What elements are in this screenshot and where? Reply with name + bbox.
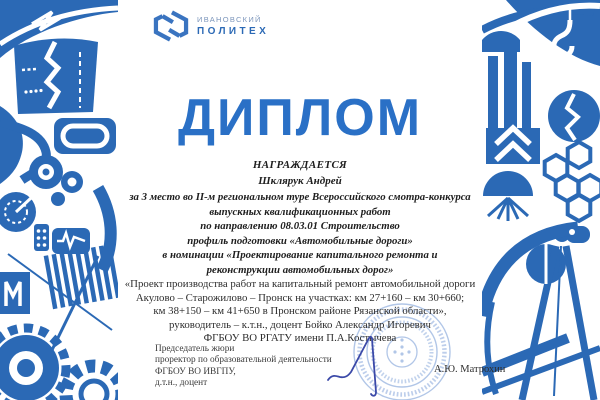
project-line: «Проект производства работ на капитальный ремонт автомобильной дороги [124, 278, 476, 290]
logo-org-subname: ПОЛИТЕХ [197, 26, 270, 37]
signatory-position-line: проректор по образовательной деятельности [155, 355, 332, 366]
polytech-hexagon-logo-icon [152, 10, 190, 42]
achievement-line: за 3 место во II-м региональном туре Всероссийского смотра-конкурса [129, 191, 471, 203]
project-line: руководитель – к.т.н., доцент Бойко Александр Игоревич [169, 318, 431, 331]
achievement-line: профиль подготовки «Автомобильные дороги» [187, 234, 413, 247]
signatory-name: А.Ю. Матрохин [434, 364, 506, 375]
achievement-text [110, 190, 490, 278]
left-ornament-construction-pattern [0, 0, 118, 400]
handwritten-signature [320, 330, 410, 400]
logo [152, 10, 269, 42]
achievement-line: по направлению 08.03.01 Строительство [200, 220, 400, 233]
recipient-name: Шклярук Андрей [258, 175, 342, 187]
award-header: НАГРАЖДАЕТСЯ [252, 159, 348, 171]
project-line: км 38+150 – км 41+650 в Пронском районе Рязанской области», [153, 305, 447, 318]
achievement-line: выпускных квалификационных работ [209, 205, 391, 218]
signatory-position-line: д.т.н., доцент [155, 378, 208, 389]
right-ornament-surveying-pattern [482, 0, 600, 400]
project-description [110, 278, 490, 346]
signatory-position-block [155, 344, 332, 390]
achievement-line: реконструкции автомобильных дорог» [206, 263, 394, 276]
logo-wordmark [197, 15, 269, 37]
signatory-position-line: Председатель жюри [155, 344, 235, 354]
project-line: ФГБОУ ВО РГАТУ имени П.А.Костычева [203, 332, 397, 345]
logo-org-name: ИВАНОВСКИЙ [197, 15, 262, 24]
signatory-position-line: ФГБОУ ВО ИВГПУ, [155, 366, 236, 377]
diploma-title: ДИПЛОМ [177, 89, 423, 147]
achievement-line: в номинации «Проектирование капитального ремонта и [162, 249, 438, 262]
project-line: Акулово – Старожилово – Пронск на участках: км 27+160 – км 30+660; [135, 291, 465, 304]
